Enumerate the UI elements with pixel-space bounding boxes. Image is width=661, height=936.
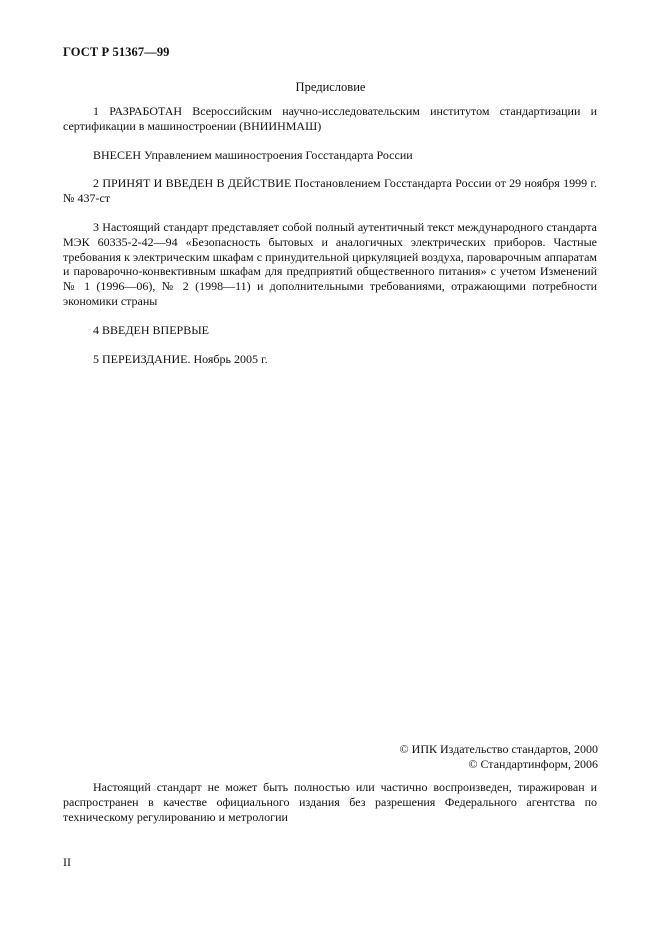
paragraph-reissue: 5 ПЕРЕИЗДАНИЕ. Ноябрь 2005 г.	[93, 351, 268, 366]
standard-code: ГОСТ Р 51367—99	[63, 45, 170, 59]
copyright-line: © ИПК Издательство стандартов, 2000	[399, 742, 598, 756]
reproduction-notice: Настоящий стандарт не может быть полностью или частично воспроизведен, тиражирован и распространен в качестве официального издания без разрешения Федерального агентства по техническому регулированию и метрологии	[63, 780, 597, 824]
copyright-block	[400, 742, 598, 772]
page-title: Предисловие	[295, 80, 366, 94]
paragraph-authentic-text: 3 Настоящий стандарт представляет собой полный аутентичный текст международного стандарта МЭК 60335-2-42—94 «Безопасность бытовых и аналогичных электрических приборов. Частные требования к электрическим шкафам с принудительной циркуляцией воздуха, пароварочным аппаратам и пароварочно-конвективным шкафам для предприятий общественного питания» с учетом Изменений № 1 (1996—06), № 2 (1998—11) и дополнительными требованиями, отражающими потребности экономики страны	[63, 219, 597, 308]
copyright-line: © Стандартинформ, 2006	[468, 757, 598, 771]
paragraph-submitted: ВНЕСЕН Управлением машиностроения Госстандарта России	[93, 147, 413, 162]
foreword-body	[63, 104, 597, 380]
paragraph-adopted: 2 ПРИНЯТ И ВВЕДЕН В ДЕЙСТВИЕ Постановлением Госстандарта России от 29 ноября 1999 г. № 437-ст	[63, 176, 597, 206]
paragraph-first-introduced: 4 ВВЕДЕН ВПЕРВЫЕ	[93, 322, 209, 337]
paragraph-developed: 1 РАЗРАБОТАН Всероссийским научно-исследовательским институтом стандартизации и сертификации в машиностроении (ВНИИНМАШ)	[63, 104, 597, 133]
page-number: II	[63, 855, 71, 869]
